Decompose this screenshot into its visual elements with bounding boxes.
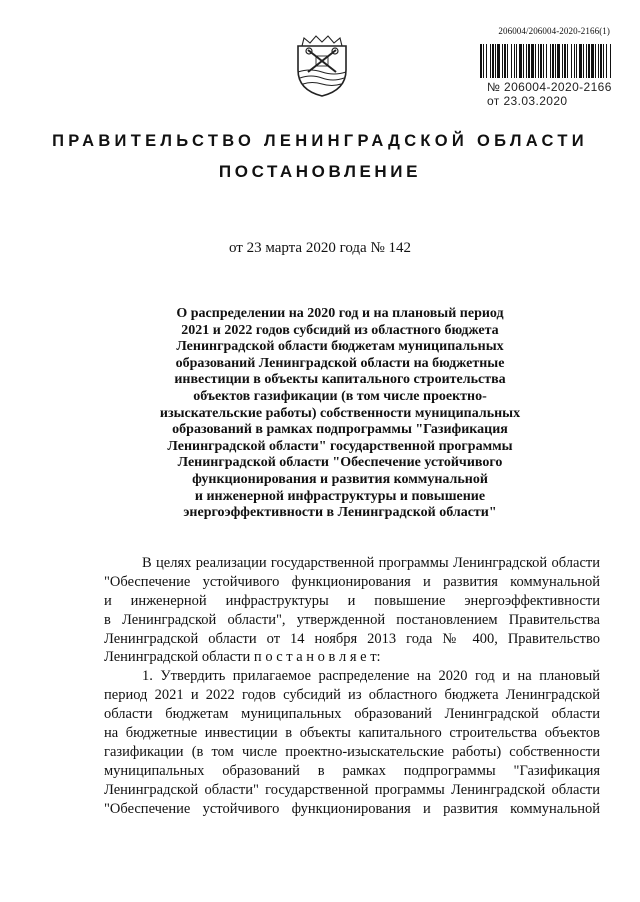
- heading-line: объектов газификации (в том числе проектно-: [193, 388, 487, 404]
- barcode-bar: [540, 44, 542, 78]
- barcode-bar: [507, 44, 508, 78]
- government-title: ПРАВИТЕЛЬСТВО ЛЕНИНГРАДСКОЙ ОБЛАСТИ: [52, 132, 588, 150]
- barcode-bar: [595, 44, 596, 78]
- resolution-body: [104, 554, 600, 818]
- barcode-bar: [588, 44, 590, 78]
- barcode-bar: [610, 44, 611, 78]
- barcode-bar: [600, 44, 602, 78]
- heading-line: Ленинградской области бюджетам муниципальных: [176, 339, 504, 355]
- barcode-bar: [531, 44, 534, 78]
- barcode-bar: [543, 44, 544, 78]
- barcode-bar: [606, 44, 607, 78]
- body-line: В целях реализации государственной программы Ленинградской области: [142, 555, 600, 571]
- barcode-bar: [528, 44, 530, 78]
- body-line: газификации (в том числе проектно-изыскательские работы) собственности: [104, 743, 600, 760]
- barcode-bar: [523, 44, 524, 78]
- barcode-bar: [574, 44, 575, 78]
- body-line: области бюджетам муниципальных образований Ленинградской области: [104, 706, 600, 723]
- barcode-bar: [567, 44, 568, 78]
- registration-number: № 206004-2020-2166: [487, 80, 612, 94]
- resolution-heading: [140, 306, 540, 522]
- barcode-bar: [492, 44, 494, 78]
- heading-line: 2021 и 2022 годов субсидий из областного бюджета: [181, 322, 499, 338]
- heading-line: и инженерной инфраструктуры и повышение: [194, 488, 486, 504]
- barcode-bar: [495, 44, 496, 78]
- barcode-bar: [603, 44, 604, 78]
- body-line: Ленинградской области от 14 ноября 2013 года № 400, Правительство: [104, 630, 600, 647]
- barcode-bar: [486, 44, 487, 78]
- barcode-bar: [526, 44, 527, 78]
- body-line: "Обеспечение устойчивого функционирования и развития коммунальной: [104, 573, 600, 590]
- heading-line: Ленинградской области" государственной программы: [167, 438, 513, 454]
- barcode-bar: [504, 44, 506, 78]
- body-line: Ленинградской области" государственной программы Ленинградской области: [104, 781, 600, 798]
- barcode-bar: [502, 44, 503, 78]
- heading-line: Ленинградской области "Обеспечение устойчивого: [177, 455, 503, 471]
- body-line: и инженерной инфраструктуры и повышение энергоэффективности: [104, 592, 600, 609]
- barcode-bar: [519, 44, 522, 78]
- heading-line: инвестиции в объекты капитального строительства: [174, 372, 506, 388]
- barcode-bar: [583, 44, 584, 78]
- barcode-bar: [555, 44, 556, 78]
- barcode-bar: [480, 44, 482, 78]
- barcode-bar: [550, 44, 551, 78]
- body-line: "Обеспечение устойчивого функционирования и развития коммунальной: [104, 800, 600, 817]
- registration-date: от 23.03.2020: [487, 94, 568, 108]
- body-line: на бюджетные инвестиции в объекты капитального строительства объектов: [104, 725, 600, 742]
- barcode-bar: [511, 44, 512, 78]
- barcode-bar: [538, 44, 539, 78]
- heading-line: энергоэффективности в Ленинградской области": [183, 505, 497, 521]
- heading-line: образований Ленинградской области на бюджетные: [175, 355, 505, 371]
- heading-line: функционирования и развития коммунальной: [192, 471, 488, 487]
- barcode-bar: [598, 44, 599, 78]
- barcode-bar: [591, 44, 594, 78]
- barcode: [480, 44, 612, 78]
- barcode-bar: [576, 44, 577, 78]
- barcode-bar: [497, 44, 500, 78]
- barcode-bar: [579, 44, 582, 78]
- body-line: Ленинградской области п о с т а н о в л я е т:: [104, 649, 381, 666]
- heading-line: О распределении на 2020 год и на плановый период: [176, 306, 504, 321]
- barcode-bar: [490, 44, 491, 78]
- resolution-date-number: от 23 марта 2020 года № 142: [228, 240, 412, 256]
- barcode-bar: [516, 44, 517, 78]
- barcode-bar: [557, 44, 560, 78]
- barcode-bar: [564, 44, 566, 78]
- barcode-bar: [483, 44, 484, 78]
- barcode-bar: [571, 44, 572, 78]
- body-line: 1. Утвердить прилагаемое распределение на 2020 год и на плановый: [142, 668, 600, 685]
- body-line: в Ленинградской области", утвержденной постановлением Правительства: [104, 611, 600, 628]
- barcode-bar: [535, 44, 536, 78]
- barcode-bar: [586, 44, 587, 78]
- barcode-bar: [546, 44, 547, 78]
- document-code: 206004/206004-2020-2166(1): [498, 26, 610, 36]
- heading-line: изыскательские работы) собственности муниципальных: [159, 405, 521, 421]
- document-type-title: ПОСТАНОВЛЕНИЕ: [218, 162, 422, 181]
- barcode-bar: [552, 44, 554, 78]
- coat-of-arms-emblem: [294, 32, 350, 98]
- barcode-bar: [514, 44, 515, 78]
- body-line: период 2021 и 2022 годов субсидий из областного бюджета Ленинградской: [104, 687, 600, 704]
- heading-line: образований в рамках подпрограммы "Газификация: [172, 422, 508, 438]
- barcode-bar: [562, 44, 563, 78]
- body-line: муниципальных образований в рамках подпрограммы "Газификация: [104, 762, 600, 779]
